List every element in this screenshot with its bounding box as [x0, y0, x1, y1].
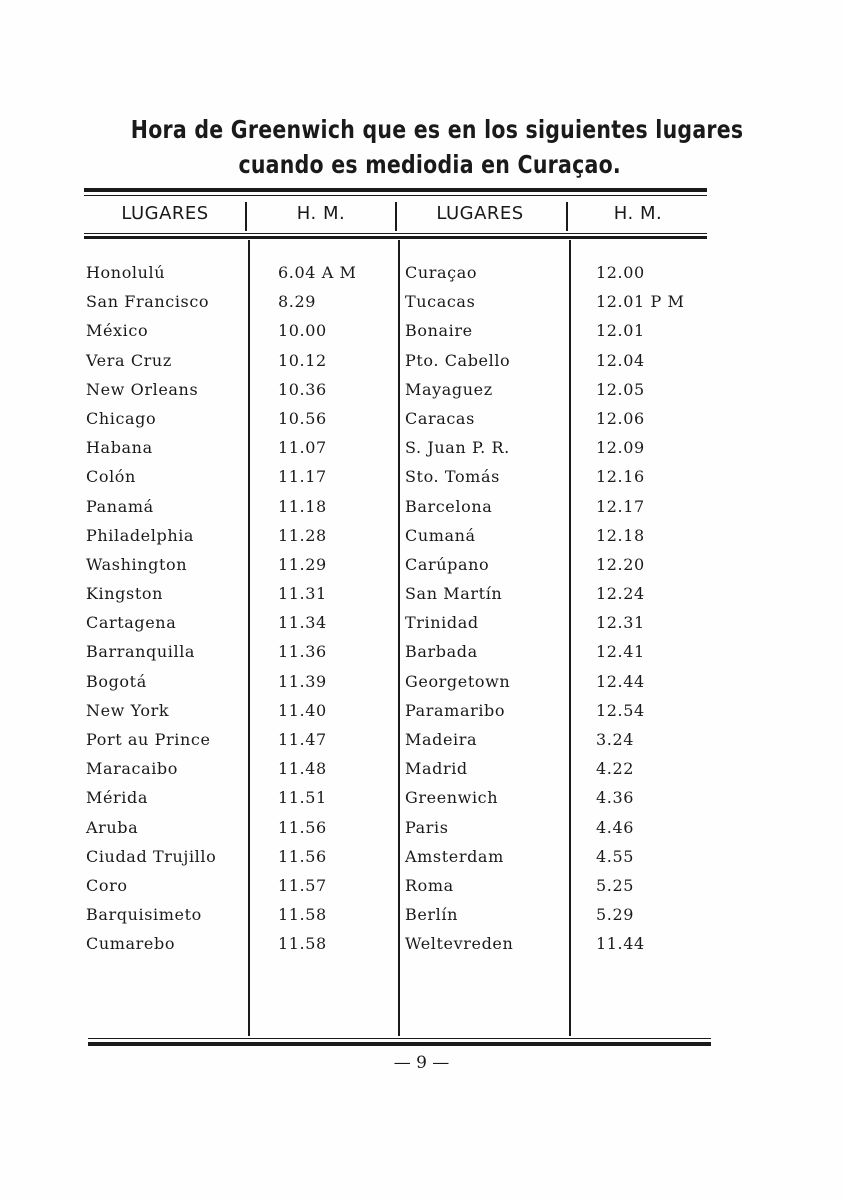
time-value: 11.51 [278, 788, 327, 808]
place-name: Mérida [86, 788, 148, 808]
place-name: Cartagena [86, 613, 177, 633]
title-line-2: cuando es mediodia en Curaçao. [238, 150, 621, 179]
page-title [76, 112, 767, 182]
table-top-rule-thin [84, 195, 707, 196]
time-value: 8.29 [278, 292, 317, 312]
table-top-rule-thick [84, 188, 707, 192]
time-value: 10.12 [278, 350, 327, 370]
place-name: Greenwich [405, 788, 499, 808]
body-divider-3 [569, 240, 571, 1036]
place-name: Georgetown [405, 671, 511, 691]
time-value: 12.05 [596, 379, 645, 399]
header-divider-3 [566, 202, 568, 231]
time-value: 11.29 [278, 554, 327, 574]
place-name: New Orleans [86, 379, 199, 399]
place-name: Caracas [405, 408, 475, 428]
time-value: 4.22 [596, 759, 635, 779]
place-name: Cumarebo [86, 934, 176, 954]
time-value: 12.17 [596, 496, 645, 516]
place-name: Curaçao [405, 263, 478, 282]
place-name: Weltevreden [405, 934, 514, 954]
header-lugares-1: LUGARES [121, 203, 209, 224]
header-hm-2: H. M. [613, 203, 663, 224]
place-name: Sto. Tomás [405, 467, 500, 487]
place-name: Kingston [86, 584, 163, 604]
body-divider-2 [398, 240, 400, 1036]
place-name: Madeira [405, 730, 478, 749]
place-name: Chicago [86, 408, 157, 428]
place-name: San Francisco [86, 292, 210, 312]
table-bottom-rule-thick [88, 1042, 711, 1046]
time-value: 12.06 [596, 408, 645, 428]
time-value: 11.48 [278, 759, 327, 779]
left-times-column [278, 258, 388, 959]
place-name: Washington [86, 554, 188, 574]
place-name: Panamá [86, 496, 154, 516]
time-value: 11.28 [278, 525, 327, 545]
time-value: 12.20 [596, 554, 645, 574]
time-value: 12.16 [596, 467, 645, 487]
right-places-column [405, 258, 565, 959]
time-value: 6.04 A M [278, 263, 357, 282]
time-value: 12.18 [596, 525, 645, 545]
time-value: 4.55 [596, 846, 635, 866]
page-number: — 9 — [393, 1053, 450, 1073]
time-value: 11.07 [278, 438, 327, 458]
time-value: 12.24 [596, 584, 645, 604]
place-name: Philadelphia [86, 525, 195, 545]
header-hm-1: H. M. [296, 203, 346, 224]
time-value: 10.56 [278, 408, 327, 428]
table-header-rule-thin [84, 233, 707, 234]
left-places-column [86, 258, 246, 959]
time-value: 12.01 [596, 321, 645, 341]
time-value: 11.58 [278, 905, 327, 925]
place-name: Trinidad [405, 613, 479, 633]
place-name: Aruba [86, 817, 139, 837]
time-value: 12.54 [596, 700, 645, 720]
time-value: 11.44 [596, 934, 645, 954]
time-value: 5.29 [596, 905, 635, 925]
header-divider-1 [245, 202, 247, 231]
time-value: 11.39 [278, 671, 327, 691]
right-times-column [596, 258, 706, 959]
place-name: Habana [86, 438, 153, 458]
time-value: 11.56 [278, 846, 327, 866]
place-name: San Martín [405, 584, 503, 604]
title-line-1: Hora de Greenwich que es en los siguientes lugares [130, 115, 744, 144]
place-name: Amsterdam [405, 846, 504, 866]
time-value: 12.04 [596, 350, 645, 370]
table-bottom-rule-thin [88, 1038, 711, 1039]
place-name: Roma [405, 875, 454, 895]
place-name: Colón [86, 467, 136, 487]
place-name: Bonaire [405, 321, 473, 341]
place-name: Paramaribo [405, 700, 506, 720]
place-name: Pto. Cabello [405, 350, 511, 370]
header-lugares-2: LUGARES [436, 203, 524, 224]
time-value: 4.36 [596, 788, 635, 808]
time-value: 11.18 [278, 496, 327, 516]
place-name: Barbada [405, 642, 478, 662]
time-value: 12.41 [596, 642, 645, 662]
time-value: 12.01 P M [596, 292, 685, 312]
place-name: Berlín [405, 905, 459, 925]
place-name: Tucacas [405, 292, 476, 312]
place-name: Paris [405, 817, 449, 837]
time-value: 11.31 [278, 584, 327, 604]
time-value: 12.44 [596, 671, 645, 691]
place-name: Ciudad Trujillo [86, 846, 217, 866]
time-value: 11.47 [278, 730, 327, 749]
place-name: Honolulú [86, 263, 166, 282]
time-value: 10.00 [278, 321, 327, 341]
time-value: 12.31 [596, 613, 645, 633]
time-value: 11.36 [278, 642, 327, 662]
time-value: 11.34 [278, 613, 327, 633]
place-name: Vera Cruz [86, 350, 172, 370]
place-name: Carúpano [405, 554, 490, 574]
time-value: 12.09 [596, 438, 645, 458]
place-name: S. Juan P. R. [405, 438, 510, 458]
place-name: Maracaibo [86, 759, 179, 779]
time-value: 11.57 [278, 875, 327, 895]
place-name: Barcelona [405, 496, 493, 516]
time-value: 11.58 [278, 934, 327, 954]
time-value: 11.40 [278, 700, 327, 720]
header-divider-2 [395, 202, 397, 231]
place-name: Port au Prince [86, 730, 211, 749]
body-divider-1 [248, 240, 250, 1036]
place-name: Madrid [405, 759, 468, 779]
place-name: Barquisimeto [86, 905, 202, 925]
time-value: 3.24 [596, 730, 635, 749]
time-value: 10.36 [278, 379, 327, 399]
place-name: Cumaná [405, 525, 476, 545]
table-header-rule-thick [84, 236, 707, 239]
place-name: Barranquilla [86, 642, 196, 662]
place-name: New York [86, 700, 170, 720]
place-name: Coro [86, 875, 128, 895]
time-value: 4.46 [596, 817, 635, 837]
place-name: Mayaguez [405, 379, 493, 399]
place-name: México [86, 321, 149, 341]
time-value: 11.56 [278, 817, 327, 837]
time-value: 5.25 [596, 875, 635, 895]
place-name: Bogotá [86, 671, 147, 691]
time-value: 11.17 [278, 467, 327, 487]
time-value: 12.00 [596, 263, 645, 282]
